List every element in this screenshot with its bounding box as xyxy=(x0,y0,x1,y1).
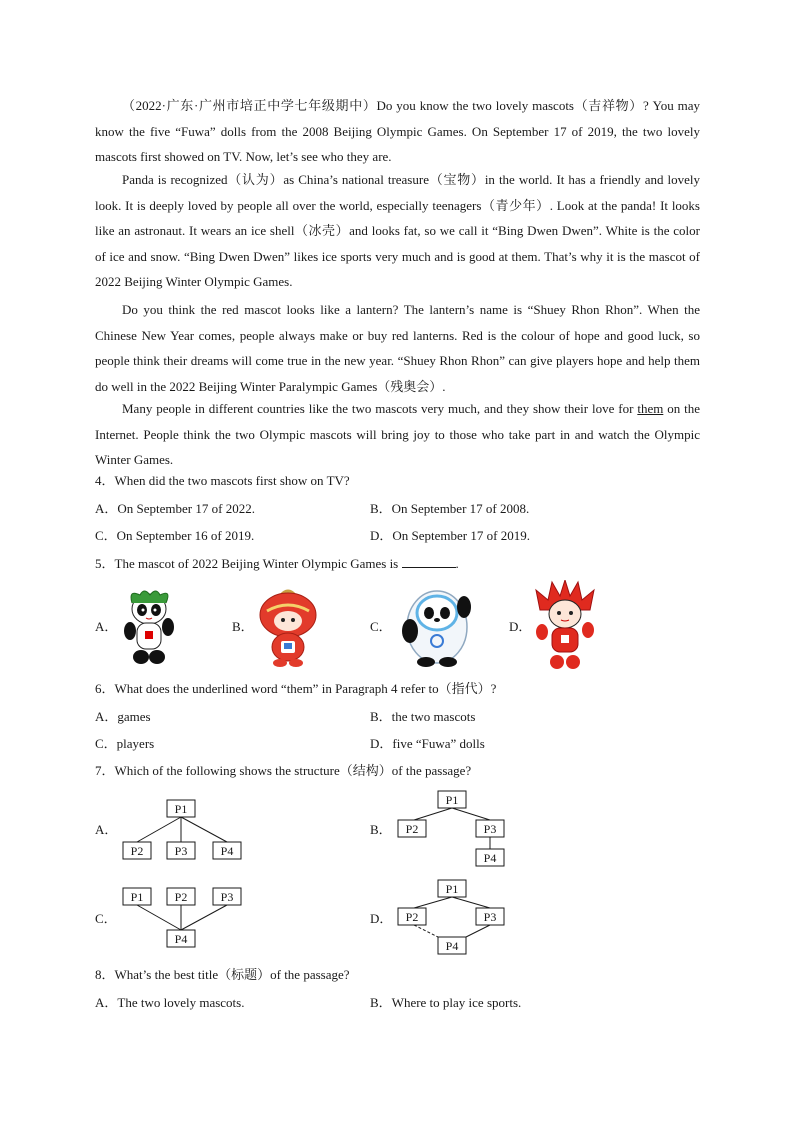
answer-blank xyxy=(402,554,456,568)
question-7-option-c-label[interactable]: C． xyxy=(95,911,117,926)
structure-diagram-a[interactable] xyxy=(115,795,250,863)
question-5-option-b-label[interactable]: B． xyxy=(232,619,254,634)
structure-diagram-b[interactable] xyxy=(390,787,520,873)
q5-stem-text: 5．The mascot of 2022 Beijing Winter Olympic Games is xyxy=(95,556,402,571)
passage-paragraph-2: Panda is recognized（认为）as China’s national treasure（宝物）in the world. It has a friendly and lovely look. It is deeply loved by people all over the world, especially teenagers（青少年）. Look at the panda! It looks like an astronaut. It wears an ice shell（冰壳）and looks fat, so we call it “Bing Dwen Dwen”. White is the color of ice and snow. “Bing Dwen Dwen” likes ice sports very much and is good at them. That’s why it is the mascot of 2022 Beijing Winter Olympic Games. xyxy=(95,172,700,289)
label-p1: P1 xyxy=(174,802,188,816)
label-p3: P3 xyxy=(483,910,497,924)
label-p3: P3 xyxy=(174,844,188,858)
label-p1: P1 xyxy=(445,793,459,807)
question-5-option-d-label[interactable]: D． xyxy=(509,619,532,634)
question-4-option-b[interactable]: B．On September 17 of 2008. xyxy=(370,501,530,516)
fuwa-fire-mascot-image[interactable] xyxy=(532,580,598,672)
question-6-option-b[interactable]: B．the two mascots xyxy=(370,709,476,724)
passage-paragraph-4 xyxy=(95,396,700,473)
label-p2: P2 xyxy=(130,844,144,858)
label-p2: P2 xyxy=(405,910,419,924)
question-6-stem: 6．What does the underlined word “them” in Paragraph 4 refer to（指代）? xyxy=(95,681,497,696)
p4-text-after: on the Internet. People think the two Olympic mascots will bring joy to those who take part in and watch the Olympic Winter Games. xyxy=(95,401,700,467)
question-7-option-a-label[interactable]: A． xyxy=(95,822,118,837)
question-6-option-a[interactable]: A．games xyxy=(95,709,151,724)
question-7-stem: 7．Which of the following shows the structure（结构）of the passage? xyxy=(95,763,472,778)
structure-diagram-d[interactable] xyxy=(390,876,520,960)
question-5-stem xyxy=(95,554,459,573)
question-4-option-d[interactable]: D．On September 17 of 2019. xyxy=(370,528,530,543)
p4-text-before: Many people in different countries like the two mascots very much, and they show their love for xyxy=(122,401,638,416)
label-p2: P2 xyxy=(174,890,188,904)
question-6-option-c[interactable]: C．players xyxy=(95,736,155,751)
label-p1: P1 xyxy=(445,882,459,896)
label-p3: P3 xyxy=(220,890,234,904)
label-p4: P4 xyxy=(445,939,459,953)
structure-diagram-c[interactable] xyxy=(115,883,250,951)
fuwa-panda-mascot-image[interactable] xyxy=(118,587,180,667)
passage-paragraph-1: （2022·广东·广州市培正中学七年级期中）Do you know the two lovely mascots（吉祥物）? You may know the five “Fuwa” dolls from the 2008 Beijing Olympic Games. On September 17 of 2019, the two lovely mascots first showed on TV. Now, let’s see who they are. xyxy=(95,98,700,164)
label-p4: P4 xyxy=(483,851,497,865)
label-p4: P4 xyxy=(220,844,234,858)
label-p2: P2 xyxy=(405,822,419,836)
question-5-option-c-label[interactable]: C． xyxy=(370,619,392,634)
question-7-option-b-label[interactable]: B． xyxy=(370,822,392,837)
shuey-rhon-rhon-mascot-image[interactable] xyxy=(255,585,321,669)
question-8-stem: 8．What’s the best title（标题）of the passage? xyxy=(95,967,350,982)
question-8-option-a[interactable]: A．The two lovely mascots. xyxy=(95,995,245,1010)
bing-dwen-dwen-mascot-image[interactable] xyxy=(394,583,480,669)
label-p3: P3 xyxy=(483,822,497,836)
question-4-option-a[interactable]: A．On September 17 of 2022. xyxy=(95,501,255,516)
label-p4: P4 xyxy=(174,932,188,946)
question-8-option-b[interactable]: B．Where to play ice sports. xyxy=(370,995,522,1010)
label-p1: P1 xyxy=(130,890,144,904)
underlined-word-them: them xyxy=(637,401,664,416)
question-5-option-a-label[interactable]: A． xyxy=(95,619,118,634)
question-4-option-c[interactable]: C．On September 16 of 2019. xyxy=(95,528,255,543)
q5-stem-end: . xyxy=(455,556,459,571)
question-6-option-d[interactable]: D．five “Fuwa” dolls xyxy=(370,736,485,751)
question-7-option-d-label[interactable]: D． xyxy=(370,911,393,926)
passage-paragraph-3: Do you think the red mascot looks like a lantern? The lantern’s name is “Shuey Rhon Rhon”. When the Chinese New Year comes, people always make or buy red lanterns. Red is the colour of hope and good luck, so people think their dreams will come true in the new year. “Shuey Rhon Rhon” can give players hope and help them do well in the 2022 Beijing Winter Paralympic Games（残奥会）. xyxy=(95,302,700,394)
question-4-stem: 4．When did the two mascots first show on TV? xyxy=(95,473,350,488)
